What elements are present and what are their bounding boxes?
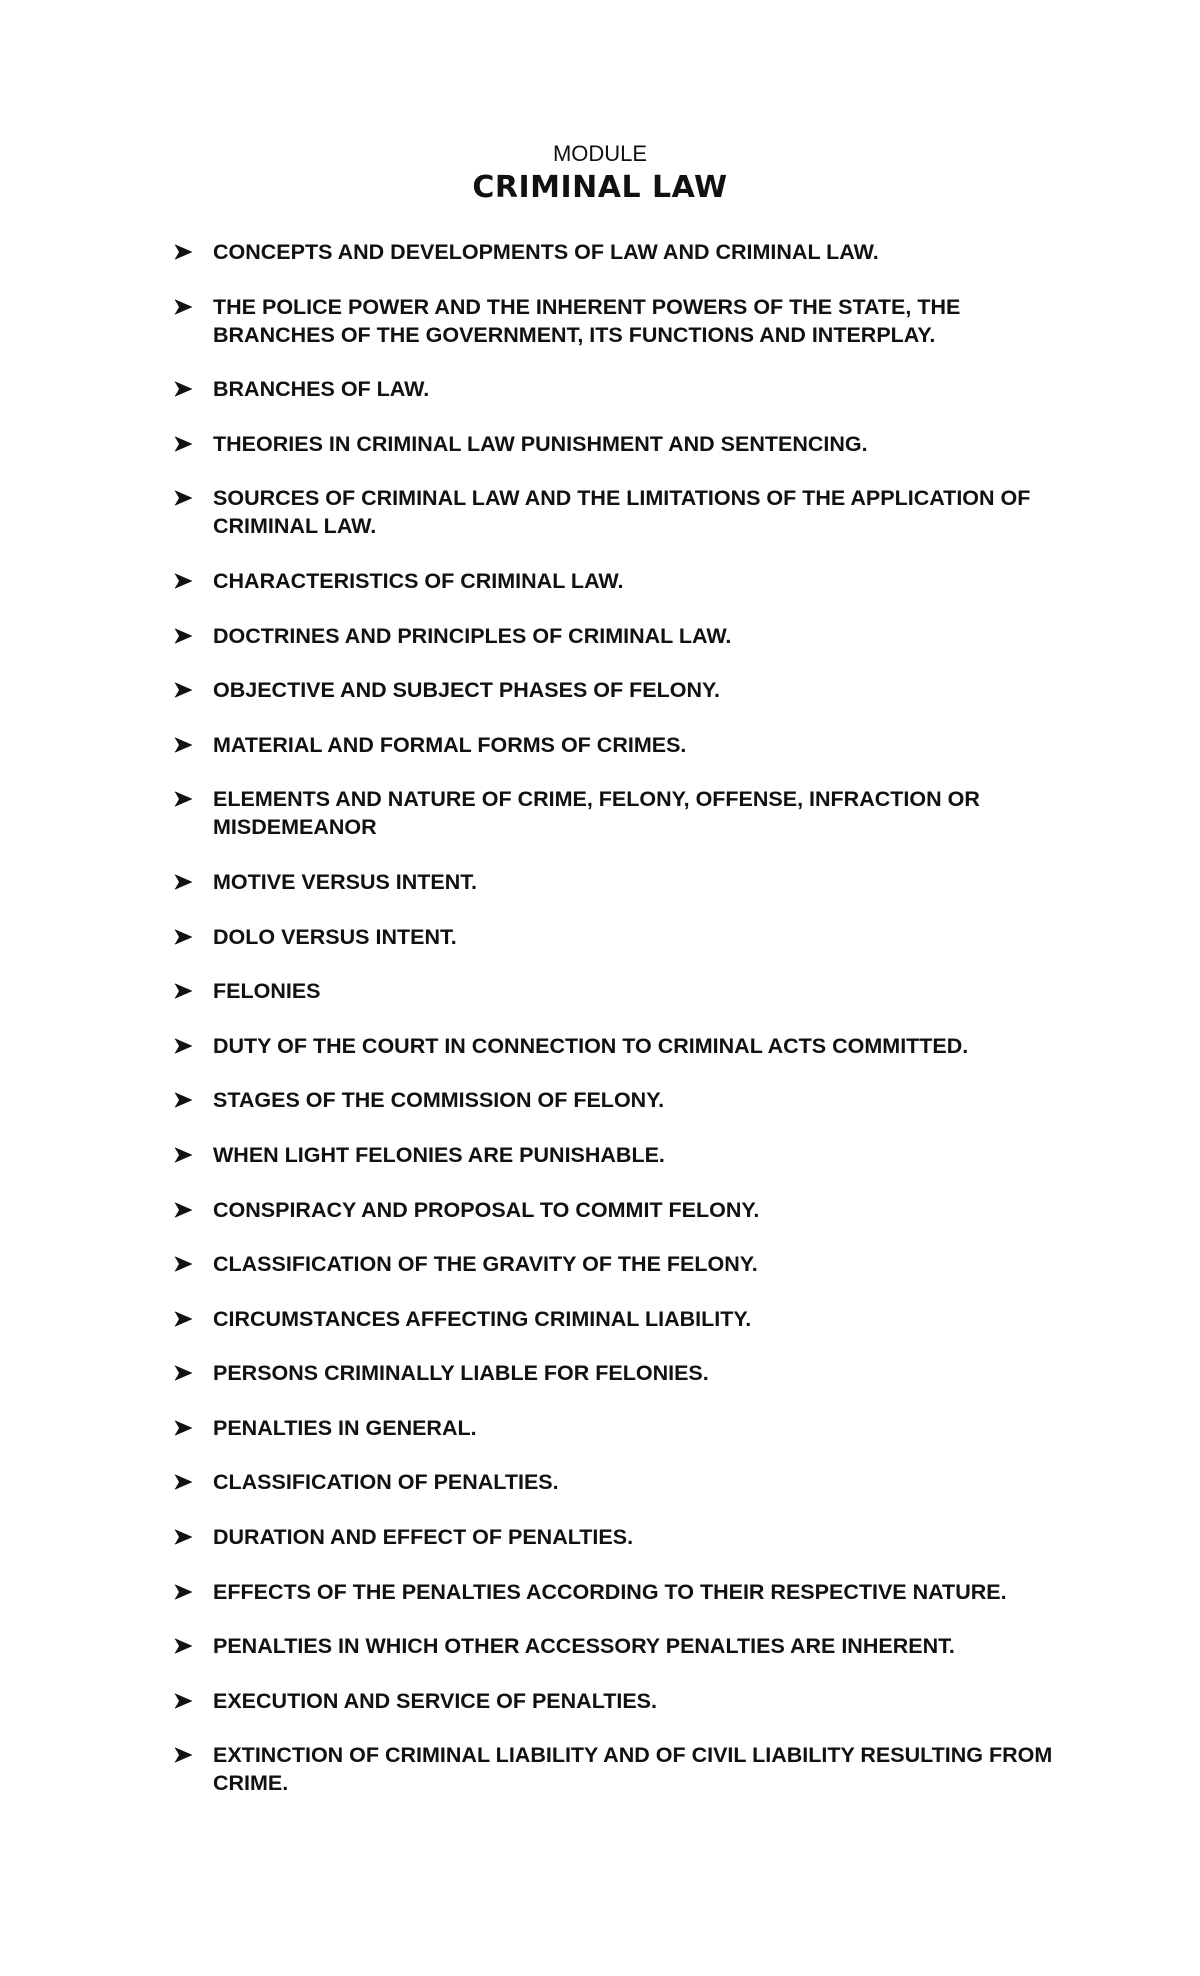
list-item [174, 785, 1074, 841]
module-label: MODULE [552, 141, 648, 166]
arrowhead-bullet-icon [174, 1311, 192, 1327]
topic-text: MOTIVE VERSUS INTENT. [213, 869, 478, 894]
topic-text: CHARACTERISTICS OF CRIMINAL LAW. [213, 568, 624, 593]
arrowhead-bullet-icon [174, 628, 192, 644]
list-item [174, 1086, 1074, 1114]
arrowhead-bullet-icon [174, 1584, 192, 1600]
arrowhead-bullet-icon [174, 1147, 192, 1163]
list-item [174, 430, 1074, 458]
arrowhead-bullet-icon [174, 737, 192, 753]
topic-text: OBJECTIVE AND SUBJECT PHASES OF FELONY. [213, 678, 720, 703]
arrowhead-bullet-icon [174, 1256, 192, 1272]
list-item [174, 375, 1074, 403]
topic-text: PENALTIES IN GENERAL. [213, 1415, 477, 1440]
arrowhead-bullet-icon [174, 983, 192, 999]
page-title: CRIMINAL LAW [472, 170, 728, 205]
module-header [0, 140, 1200, 206]
arrowhead-bullet-icon [174, 874, 192, 890]
topic-text: EXTINCTION OF CRIMINAL LIABILITY AND OF CIVIL LIABILITY RESULTING FROM CRIME. [213, 1743, 1053, 1796]
arrowhead-bullet-icon [174, 791, 192, 807]
topic-text: FELONIES [213, 979, 321, 1004]
topic-text: THE POLICE POWER AND THE INHERENT POWERS OF THE STATE, THE BRANCHES OF THE GOVERNMENT, ITS FUNCTIONS AND INTERPLAY. [213, 294, 961, 347]
topic-text: EXECUTION AND SERVICE OF PENALTIES. [213, 1688, 657, 1713]
topic-text: DOLO VERSUS INTENT. [213, 924, 457, 949]
list-item [174, 484, 1074, 540]
list-item [174, 1305, 1074, 1333]
topic-text: ELEMENTS AND NATURE OF CRIME, FELONY, OFFENSE, INFRACTION OR MISDEMEANOR [213, 787, 980, 840]
topic-text: STAGES OF THE COMMISSION OF FELONY. [213, 1088, 665, 1113]
list-item [174, 293, 1074, 349]
topic-text: CONCEPTS AND DEVELOPMENTS OF LAW AND CRIMINAL LAW. [213, 240, 879, 264]
list-item [174, 1141, 1074, 1169]
arrowhead-bullet-icon [174, 573, 192, 589]
arrowhead-bullet-icon [174, 1202, 192, 1218]
topic-text: BRANCHES OF LAW. [213, 377, 430, 402]
list-item [174, 1578, 1074, 1606]
arrowhead-bullet-icon [174, 1365, 192, 1381]
list-item [174, 1359, 1074, 1387]
arrowhead-bullet-icon [174, 381, 192, 397]
arrowhead-bullet-icon [174, 1693, 192, 1709]
arrowhead-bullet-icon [174, 490, 192, 506]
list-item [174, 622, 1074, 650]
topic-text: CIRCUMSTANCES AFFECTING CRIMINAL LIABILITY. [213, 1306, 752, 1331]
list-item [174, 1741, 1074, 1797]
topic-text: PERSONS CRIMINALLY LIABLE FOR FELONIES. [213, 1361, 709, 1386]
arrowhead-bullet-icon [174, 436, 192, 452]
topic-text: DOCTRINES AND PRINCIPLES OF CRIMINAL LAW. [213, 623, 732, 648]
arrowhead-bullet-icon [174, 299, 192, 315]
list-item [174, 238, 1074, 266]
topic-text: CLASSIFICATION OF PENALTIES. [213, 1470, 559, 1495]
arrowhead-bullet-icon [174, 1092, 192, 1108]
arrowhead-bullet-icon [174, 682, 192, 698]
list-item [174, 1687, 1074, 1715]
arrowhead-bullet-icon [174, 1420, 192, 1436]
arrowhead-bullet-icon [174, 244, 192, 260]
list-item [174, 1032, 1074, 1060]
list-item [174, 1414, 1074, 1442]
arrowhead-bullet-icon [174, 1747, 192, 1763]
list-item [174, 1468, 1074, 1496]
topic-text: CLASSIFICATION OF THE GRAVITY OF THE FELONY. [213, 1252, 758, 1277]
topic-text: PENALTIES IN WHICH OTHER ACCESSORY PENALTIES ARE INHERENT. [213, 1634, 955, 1659]
list-item [174, 1250, 1074, 1278]
arrowhead-bullet-icon [174, 1038, 192, 1054]
topic-text: THEORIES IN CRIMINAL LAW PUNISHMENT AND SENTENCING. [213, 431, 868, 456]
list-item [174, 676, 1074, 704]
list-item [174, 731, 1074, 759]
list-item [174, 1523, 1074, 1551]
topic-text: WHEN LIGHT FELONIES ARE PUNISHABLE. [213, 1142, 665, 1167]
list-item [174, 1632, 1074, 1660]
topic-list [174, 238, 1074, 1824]
topic-text: SOURCES OF CRIMINAL LAW AND THE LIMITATIONS OF THE APPLICATION OF CRIMINAL LAW. [213, 486, 1031, 539]
topic-text: DUTY OF THE COURT IN CONNECTION TO CRIMINAL ACTS COMMITTED. [213, 1033, 969, 1058]
list-item [174, 923, 1074, 951]
list-item [174, 567, 1074, 595]
arrowhead-bullet-icon [174, 1529, 192, 1545]
list-item [174, 1196, 1074, 1224]
topic-text: MATERIAL AND FORMAL FORMS OF CRIMES. [213, 732, 687, 757]
topic-text: DURATION AND EFFECT OF PENALTIES. [213, 1525, 634, 1550]
list-item [174, 977, 1074, 1005]
arrowhead-bullet-icon [174, 1474, 192, 1490]
list-item [174, 868, 1074, 896]
topic-text: CONSPIRACY AND PROPOSAL TO COMMIT FELONY. [213, 1197, 760, 1222]
topic-text: EFFECTS OF THE PENALTIES ACCORDING TO THEIR RESPECTIVE NATURE. [213, 1579, 1007, 1604]
arrowhead-bullet-icon [174, 1638, 192, 1654]
arrowhead-bullet-icon [174, 929, 192, 945]
